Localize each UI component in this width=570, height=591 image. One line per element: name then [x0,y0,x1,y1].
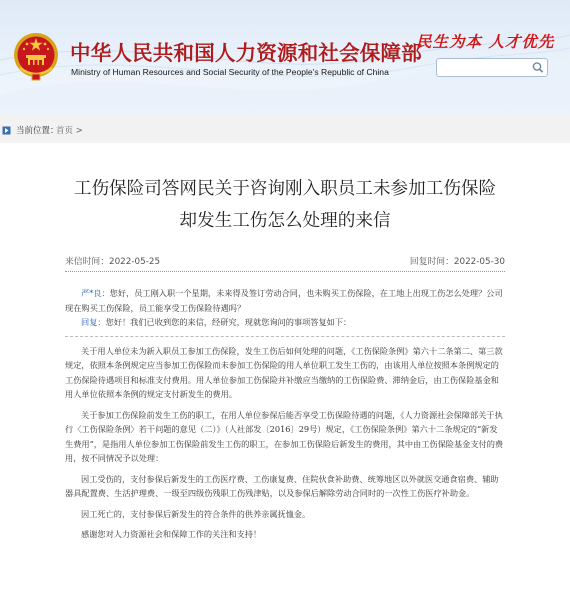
article-title-line2: 却发生工伤怎么处理的来信 [179,211,391,231]
search-box [436,58,548,77]
question [65,286,505,315]
search-input[interactable] [437,63,533,80]
breadcrumb-label: 当前位置： [16,126,59,136]
article-title [0,173,570,237]
body-paragraph: 感谢您对人力资源社会和保障工作的关注和支持！ [81,529,262,539]
divider [65,271,505,272]
body-paragraph: 因工死亡的，支付参保后新发生的符合条件的供养亲属抚恤金。 [81,508,311,519]
article-panel [0,143,570,591]
body-paragraph: 关于用人单位未为新入职员工参加工伤保险，发生工伤后如何处理的问题，《工伤保险条例》第六十二条第二、第三款规定，依照本条例规定应当参加工伤保险而未参加工伤保险的用人单位职工发生工伤的，由该用人单位按照本条例规定的工伤保险待遇项目和标准支付费用。用人单位参加工伤保险并补缴应当缴纳的工伤保险费、滞纳金后，由工伤保险基金和用人单位依照本条例的规定支付新发生的费用。 [65,345,503,399]
slogan: 民生为本 人才优先 [416,32,555,51]
search-icon[interactable] [530,60,546,75]
location-icon [2,126,11,135]
question-text: 您好，员工刚入职一个星期，未来得及签订劳动合同，也未购买工伤保险，在工地上出现工伤怎么处理？公司现在购买工伤保险，员工能享受工伤保险待遇吗？ [65,288,503,313]
breadcrumb-home-link[interactable]: 首页 > [56,126,83,136]
question-tag: 严*良： [81,288,110,298]
ministry-name-en: Ministry of Human Resources and Social Security of the People's Republic of China [71,67,389,77]
section-divider [65,336,505,337]
body-paragraph: 关于参加工伤保险前发生工伤的职工，在用人单位参保后能否享受工伤保险待遇的问题，《人力资源社会保障部关于执行〈工伤保险条例〉若干问题的意见（二）》（人社部发〔2016〕29号）规定，《工伤保险条例》第六十二条规定的“新发生费用”，是指用人单位参加工伤保险前发生工伤的职工，在参加工伤保险后新发生的费用，其中由工伤保险基金支付的费用，按不同情况予以处理： [65,409,504,463]
answer-text: 您好！我们已收到您的来信，经研究，现就您询问的事项答复如下： [105,317,352,327]
reply-date: 回复时间：2022-05-30 [409,257,505,267]
article-title-line1: 工伤保险司答网民关于咨询刚入职员工未参加工伤保险 [73,179,497,199]
answer-tag: 回复： [81,317,106,327]
article-body [65,286,505,542]
answer-intro [65,315,505,330]
site-header [0,0,570,113]
letter-date: 来信时间：2022-05-25 [65,257,161,267]
breadcrumb [0,122,570,138]
ministry-name-cn: 中华人民共和国人力资源和社会保障部 [70,41,422,65]
body-paragraph: 因工受伤的，支付参保后新发生的工伤医疗费、工伤康复费、住院伙食补助费、统筹地区以外就医交通食宿费、辅助器具配置费、生活护理费、一级至四级伤残职工伤残津贴，以及参保后解除劳动合同时的一次性工伤医疗补助金。 [65,473,499,498]
national-emblem-icon [12,30,60,82]
